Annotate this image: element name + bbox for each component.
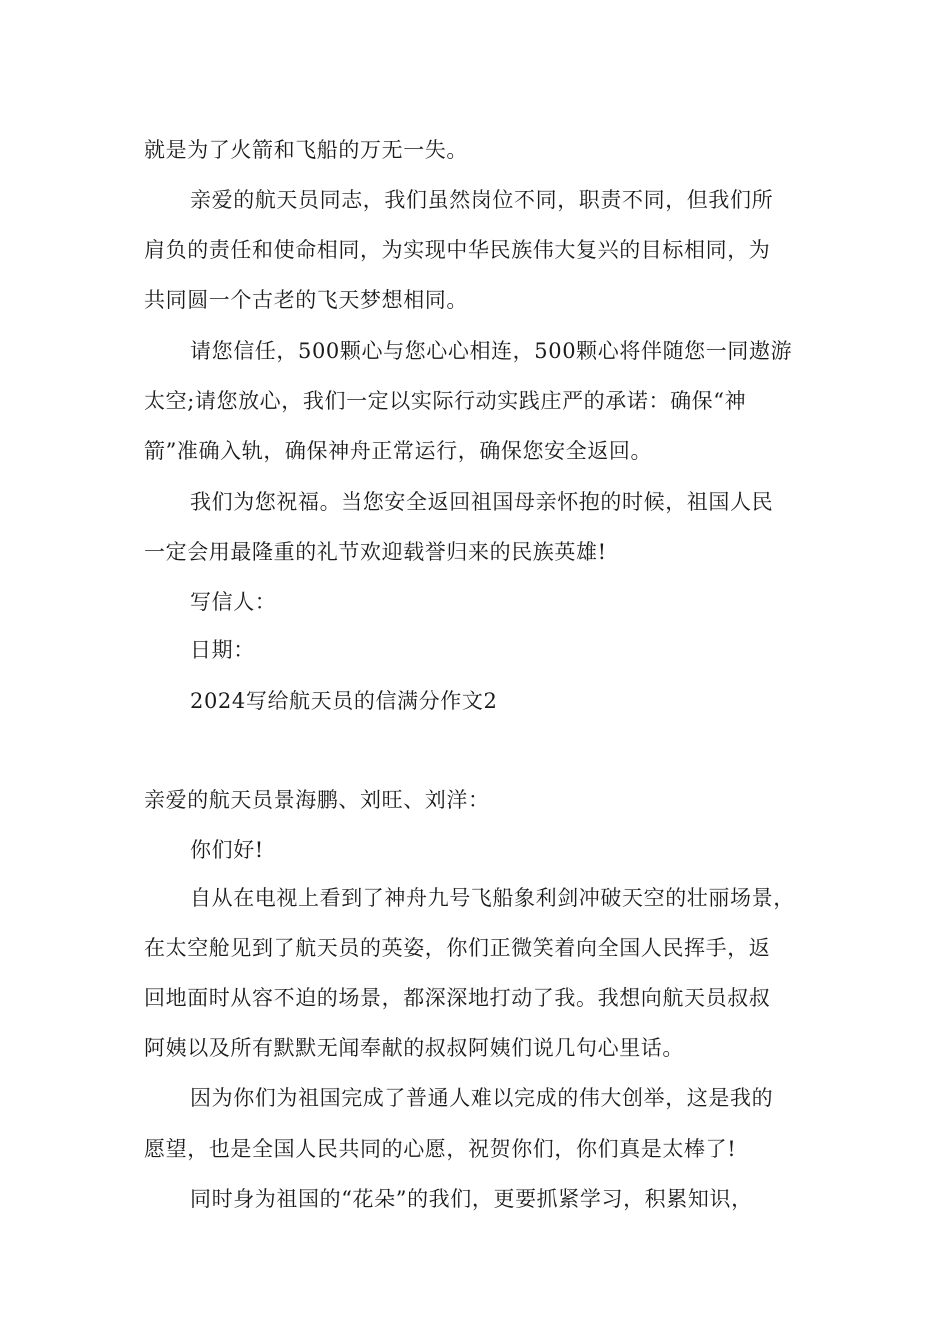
text-line: 一定会用最隆重的礼节欢迎载誉归来的民族英雄!	[144, 540, 607, 564]
text-line: 回地面时从容不迫的场景，都深深地打动了我。我想向航天员叔叔	[144, 986, 771, 1010]
paragraph-start-line: 我们为您祝福。当您安全返回祖国母亲怀抱的时候，祖国人民	[190, 490, 774, 514]
paragraph-start-line: 请您信任，500颗心与您心心相连，500颗心将伴随您一同遨游	[190, 339, 793, 363]
text-line: 共同圆一个古老的飞天梦想相同。	[144, 288, 468, 312]
paragraph-start-line: 亲爱的航天员同志，我们虽然岗位不同，职责不同，但我们所	[190, 188, 774, 212]
text-line: 阿姨以及所有默默无闻奉献的叔叔阿姨们说几句心里话。	[144, 1036, 684, 1060]
date-label: 日期：	[190, 638, 255, 662]
text-line: 愿望，也是全国人民共同的心愿，祝贺你们，你们真是太棒了!	[144, 1137, 737, 1161]
text-line: 太空;请您放心，我们一定以实际行动实践庄严的承诺：确保“神	[144, 389, 747, 413]
text-line: 箭”准确入轨，确保神舟正常运行，确保您安全返回。	[144, 439, 653, 463]
signature-label: 写信人：	[190, 590, 277, 614]
text-line: 肩负的责任和使命相同，为实现中华民族伟大复兴的目标相同，为	[144, 238, 771, 262]
paragraph-start-line: 自从在电视上看到了神舟九号飞船象利剑冲破天空的壮丽场景，	[190, 886, 795, 910]
text-line: 就是为了火箭和飞船的万无一失。	[144, 138, 468, 162]
text-line: 在太空舱见到了航天员的英姿，你们正微笑着向全国人民挥手，返	[144, 936, 771, 960]
greeting: 你们好!	[190, 838, 264, 862]
salutation: 亲爱的航天员景海鹏、刘旺、刘洋：	[144, 788, 490, 812]
paragraph-start-line: 因为你们为祖国完成了普通人难以完成的伟大创举，这是我的	[190, 1086, 774, 1110]
section-title: 2024写给航天员的信满分作文2	[190, 689, 498, 713]
paragraph-start-line: 同时身为祖国的“花朵”的我们，更要抓紧学习，积累知识，	[190, 1187, 753, 1211]
